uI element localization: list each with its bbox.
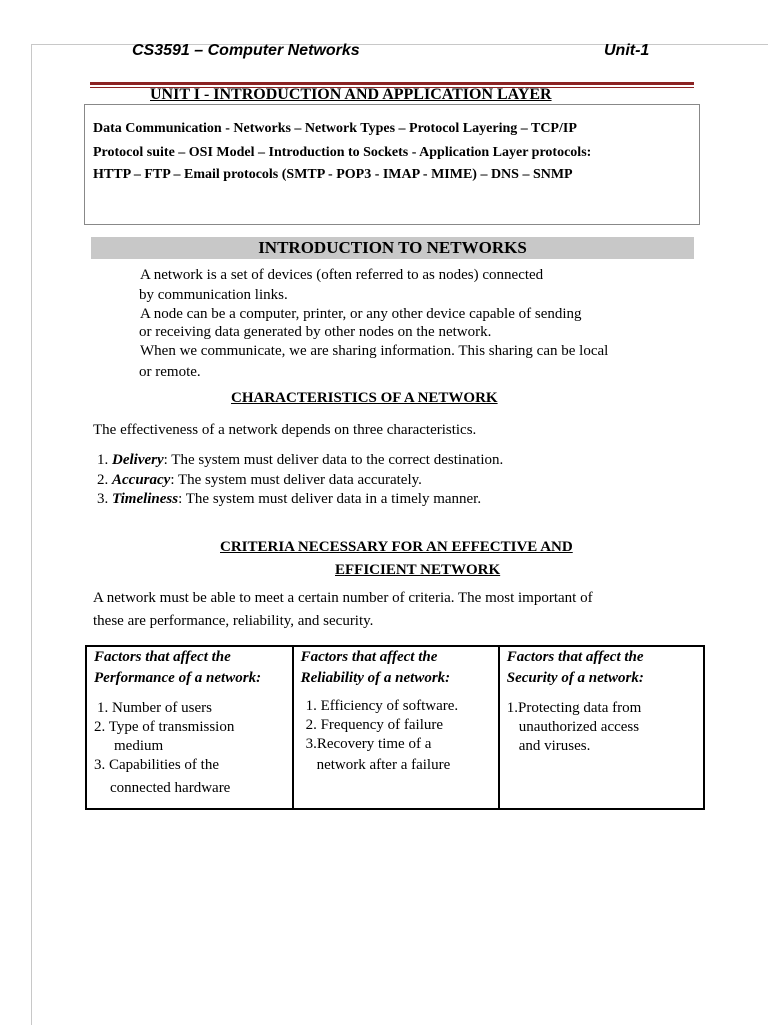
column-items <box>500 689 703 756</box>
item-text: : The system must deliver data in a timely manner. <box>178 491 482 507</box>
intro-line: by communication links. <box>139 287 288 303</box>
section-title-criteria: CRITERIA NECESSARY FOR AN EFFECTIVE AND <box>220 539 573 555</box>
list-item: 3. Capabilities of the <box>94 757 219 773</box>
list-item: 2. Type of transmission <box>94 719 235 735</box>
column-header: Reliability of a network: <box>300 670 451 686</box>
list-item: 1. Number of users <box>97 700 212 716</box>
column-items <box>294 689 498 775</box>
list-item: network after a failure <box>316 757 451 773</box>
item-number: 2. <box>97 472 109 488</box>
criteria-intro: these are performance, reliability, and security. <box>93 613 374 629</box>
list-item: connected hardware <box>110 780 231 796</box>
list-item: 1.Protecting data from <box>506 700 642 716</box>
item-text: : The system must deliver data to the correct destination. <box>163 452 504 468</box>
column-items <box>87 689 292 798</box>
characteristic-item <box>97 452 503 469</box>
column-header: Factors that affect the <box>94 649 231 665</box>
section-title-characteristics: CHARACTERISTICS OF A NETWORK <box>231 390 498 406</box>
criteria-table <box>85 645 705 810</box>
list-item: and viruses. <box>518 738 591 754</box>
table-cell-security <box>499 646 704 809</box>
unit-label: Unit-1 <box>604 42 650 59</box>
item-number: 1. <box>97 452 109 468</box>
unit-title: UNIT I - INTRODUCTION AND APPLICATION LAYER <box>150 86 552 103</box>
list-item: 2. Frequency of failure <box>305 717 444 733</box>
item-term: Accuracy <box>112 472 171 488</box>
course-title: CS3591 – Computer Networks <box>132 42 360 59</box>
syllabus-line: Data Communication - Networks – Network Types – Protocol Layering – TCP/IP <box>93 121 577 136</box>
syllabus-line: Protocol suite – OSI Model – Introduction to Sockets - Application Layer protocols: <box>93 145 592 160</box>
characteristics-intro: The effectiveness of a network depends on three characteristics. <box>93 422 477 438</box>
section-title-criteria-2: EFFICIENT NETWORK <box>335 562 501 578</box>
item-text: : The system must deliver data accurately. <box>170 472 422 488</box>
characteristic-item <box>97 472 422 489</box>
criteria-intro: A network must be able to meet a certain number of criteria. The most important of <box>93 590 593 606</box>
header-rule <box>90 82 694 85</box>
list-item: medium <box>114 738 164 754</box>
table-cell-performance <box>86 646 293 809</box>
section-bar <box>91 237 694 259</box>
intro-line: A node can be a computer, printer, or any other device capable of sending <box>140 306 582 322</box>
list-item: 3.Recovery time of a <box>305 736 432 752</box>
section-title-intro: INTRODUCTION TO NETWORKS <box>258 238 527 257</box>
column-header: Factors that affect the <box>300 649 438 665</box>
item-term: Delivery <box>112 452 164 468</box>
item-term: Timeliness <box>112 491 179 507</box>
item-number: 3. <box>97 491 109 507</box>
column-header: Security of a network: <box>506 670 644 686</box>
column-header: Factors that affect the <box>506 649 644 665</box>
intro-line: When we communicate, we are sharing information. This sharing can be local <box>140 343 609 359</box>
intro-line: or remote. <box>139 364 201 380</box>
intro-line: or receiving data generated by other nodes on the network. <box>139 324 492 340</box>
intro-line: A network is a set of devices (often referred to as nodes) connected <box>140 267 544 283</box>
table-row <box>86 646 704 809</box>
list-item: 1. Efficiency of software. <box>305 698 459 714</box>
syllabus-line: HTTP – FTP – Email protocols (SMTP - POP3 - IMAP - MIME) – DNS – SNMP <box>93 167 573 182</box>
table-cell-reliability <box>293 646 499 809</box>
column-header: Performance of a network: <box>94 670 262 686</box>
characteristic-item <box>97 491 481 508</box>
list-item: unauthorized access <box>518 719 640 735</box>
